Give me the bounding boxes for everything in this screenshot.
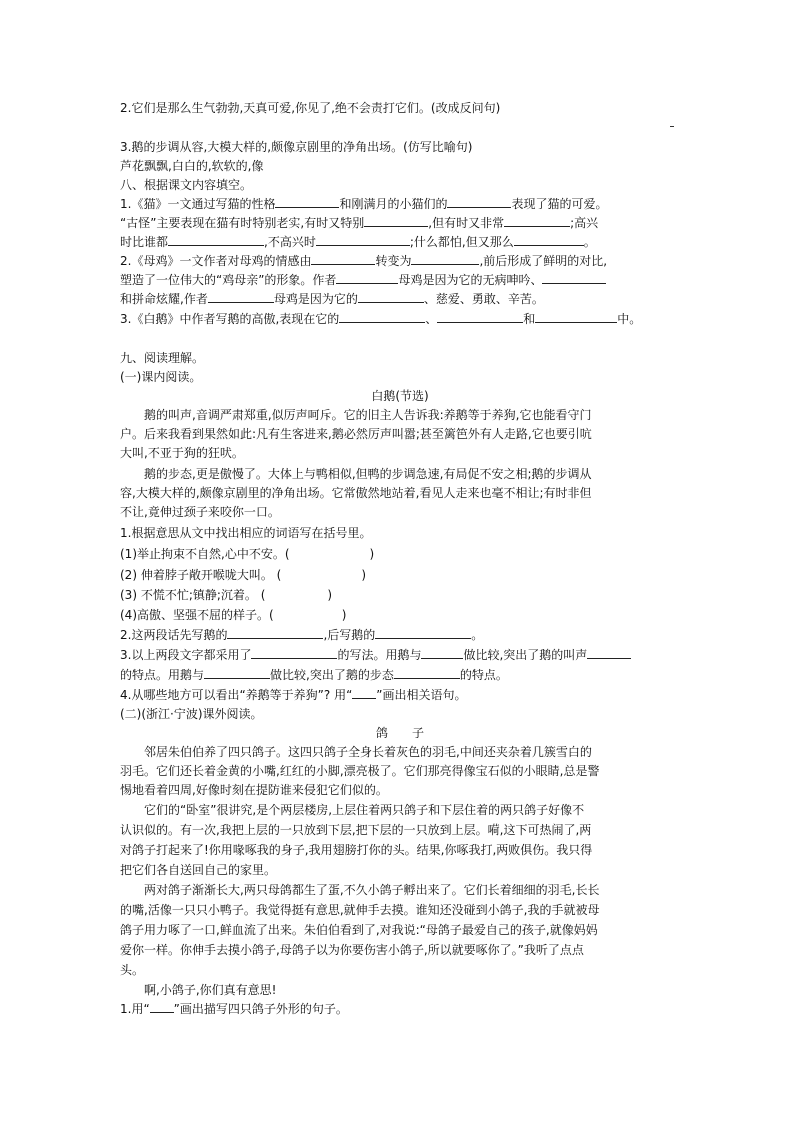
answer-blank[interactable] [535,310,617,323]
reading-question-1-3: (3) 不慌不忙;镇静;沉着。 ( ) [120,588,333,602]
answer-blank[interactable] [311,252,375,265]
passage-line: 鸽子用力啄了一口,鲜血流了出来。朱伯伯看到了,对我说:“母鸽子最爱自己的孩子,就像妈妈 [120,923,598,937]
underline-sample [352,686,376,699]
answer-blank[interactable] [394,666,460,679]
reading-question-1-4: (4)高傲、坚强不屈的样子。( ) [120,608,347,622]
passage-line: 头。 [120,963,145,977]
reading-question-4: 4.从哪些地方可以看出“养鹅等于养狗”? 用“ ”画出相关语句。 [120,688,467,702]
passage-line: 不让,竟伸过颈子来咬你一口。 [120,505,280,519]
answer-blank[interactable] [504,214,570,227]
fill-1-line-3: 时比谁都 ,不高兴时 ;什么都怕,但又那么 。 [120,235,596,249]
passage-line: 爱你一样。你伸手去摸小鸽子,母鸽子以为你要伤害小鸽子,所以就要啄你了。”我听了点点 [120,943,584,957]
passage-line: 惕地看着四周,好像时刻在提防谁来侵犯它们似的。 [120,783,388,797]
passage-line: 鹅的步态,更是傲慢了。大体上与鸭相似,但鸭的步调急速,有局促不安之相;鹅的步调从 [144,467,592,481]
answer-blank[interactable] [587,646,631,659]
passage-line: 羽毛。它们还长着金黄的小嘴,红红的小脚,漂亮极了。它们那亮得像宝石似的小眼睛,总是警 [120,764,600,778]
fill-2-line-2: 塑造了一位伟大的“鸡母亲”的形象。作者 母鸡是因为它的无病呻吟、 [120,271,606,289]
passage-2-title: 鸽 子 [375,726,424,740]
passage-line: 把它们各自送回自己的家里。 [120,863,277,877]
passage-line: 认识似的。有一次,我把上层的一只放到下层,把下层的一只放到上层。嗬,这下可热闹了,两 [120,823,592,837]
reading-question-5: 1.用“ ”画出描写四只鸽子外形的句子。 [120,1002,348,1016]
reading-question-1-2: (2) 伸着脖子敞开喉咙大叫。 ( ) [120,568,366,582]
answer-blank[interactable] [208,290,274,303]
answer-blank[interactable] [275,195,339,208]
passage-line: 户。后来我看到果然如此:凡有生客进来,鹅必然厉声叫嚣;甚至篱笆外有人走路,它也要引吭 [120,427,592,441]
passage-line: 啊,小鸽子,你们真有意思! [144,983,277,997]
answer-blank[interactable] [514,233,584,246]
answer-blank[interactable] [542,271,606,284]
passage-line: 的嘴,活像一只只小鸭子。我觉得挺有意思,就伸手去摸。谁知还没碰到小鸽子,我的手就被母 [120,903,600,917]
margin-mark [670,126,674,127]
fill-1-line-2: “古怪”主要表现在猫有时特别老实,有时又特别 ,但有时又非常 ;高兴 [120,216,599,230]
passage-line: 对鸽子打起来了!你用喙啄我的身子,我用翅膀打你的头。结果,你啄我打,两败俱伤。我只得 [120,843,593,857]
answer-blank[interactable] [339,310,425,323]
part-1-title: (一)课内阅读。 [120,370,202,384]
question-3: 3.鹅的步调从容,大模大样的,颇像京剧里的净角出场。(仿写比喻句) [120,140,473,154]
answer-blank[interactable] [251,646,337,659]
passage-line: 两对鸽子渐渐长大,两只母鸽都生了蛋,不久小鸽子孵出来了。它们长着细细的羽毛,长长 [144,883,600,897]
reading-question-2: 2.这两段话先写鹅的 ,后写鹅的 。 [120,628,484,642]
answer-blank[interactable] [204,666,270,679]
reading-question-3-line-2: 的特点。用鹅与 做比较,突出了鹅的步态 的特点。 [120,668,508,682]
answer-blank[interactable] [336,271,398,284]
answer-blank[interactable] [437,310,523,323]
answer-blank[interactable] [447,195,511,208]
answer-blank[interactable] [227,626,323,639]
answer-blank[interactable] [358,290,424,303]
reading-question-3-line-1: 3.以上两段文字都采用了 的写法。用鹅与 做比较,突出了鹅的叫声 [120,646,631,664]
answer-blank[interactable] [316,233,410,246]
question-2: 2.它们是那么生气勃勃,天真可爱,你见了,绝不会责打它们。(改成反问句) [120,101,501,115]
fill-2-line-1: 2.《母鸡》一文作者对母鸡的情感由 转变为 ,前后形成了鲜明的对比, [120,254,608,268]
passage-line: 它们的“卧室”很讲究,是个两层楼房,上层住着两只鸽子和下层住着的两只鸽子好像不 [144,803,585,817]
reading-question-1-1: (1)举止拘束不自然,心中不安。( ) [120,547,375,561]
section-9-title: 九、阅读理解。 [120,351,205,365]
passage-line: 邻居朱伯伯养了四只鸽子。这四只鸽子全身长着灰色的羽毛,中间还夹杂着几簇雪白的 [144,745,592,759]
answer-blank[interactable] [168,233,264,246]
passage-line: 容,大模大样的,颇像京剧里的净角出场。它常傲然地站着,看见人走来也毫不相让;有时非但 [120,486,592,500]
passage-1-title: 白鹅(节选) [371,389,429,403]
answer-blank[interactable] [364,214,428,227]
answer-blank[interactable] [375,626,471,639]
passage-line: 鹅的叫声,音调严肃郑重,似厉声呵斥。它的旧主人告诉我:养鹅等于养狗,它也能看守门 [144,408,592,422]
answer-blank[interactable] [411,252,479,265]
passage-line: 大叫,不亚于狗的狂吠。 [120,446,244,460]
question-3-prompt: 芦花飘飘,白白的,软软的,像 [120,159,264,173]
fill-3: 3.《白鹅》中作者写鹅的高傲,表现在它的 、 和 中。 [120,312,642,326]
underline-sample [150,1000,174,1013]
part-2-title: (二)(浙江·宁波)课外阅读。 [120,707,263,721]
section-8-title: 八、根据课文内容填空。 [120,178,253,192]
fill-2-line-3: 和拼命炫耀,作者 母鸡是因为它的 、慈爱、勇敢、辛苦。 [120,292,544,306]
fill-1-line-1: 1.《猫》一文通过写猫的性格 和刚满月的小猫们的 表现了猫的可爱。 [120,197,608,211]
reading-question-1: 1.根据意思从文中找出相应的词语写在括号里。 [120,526,372,540]
answer-blank[interactable] [421,646,463,659]
